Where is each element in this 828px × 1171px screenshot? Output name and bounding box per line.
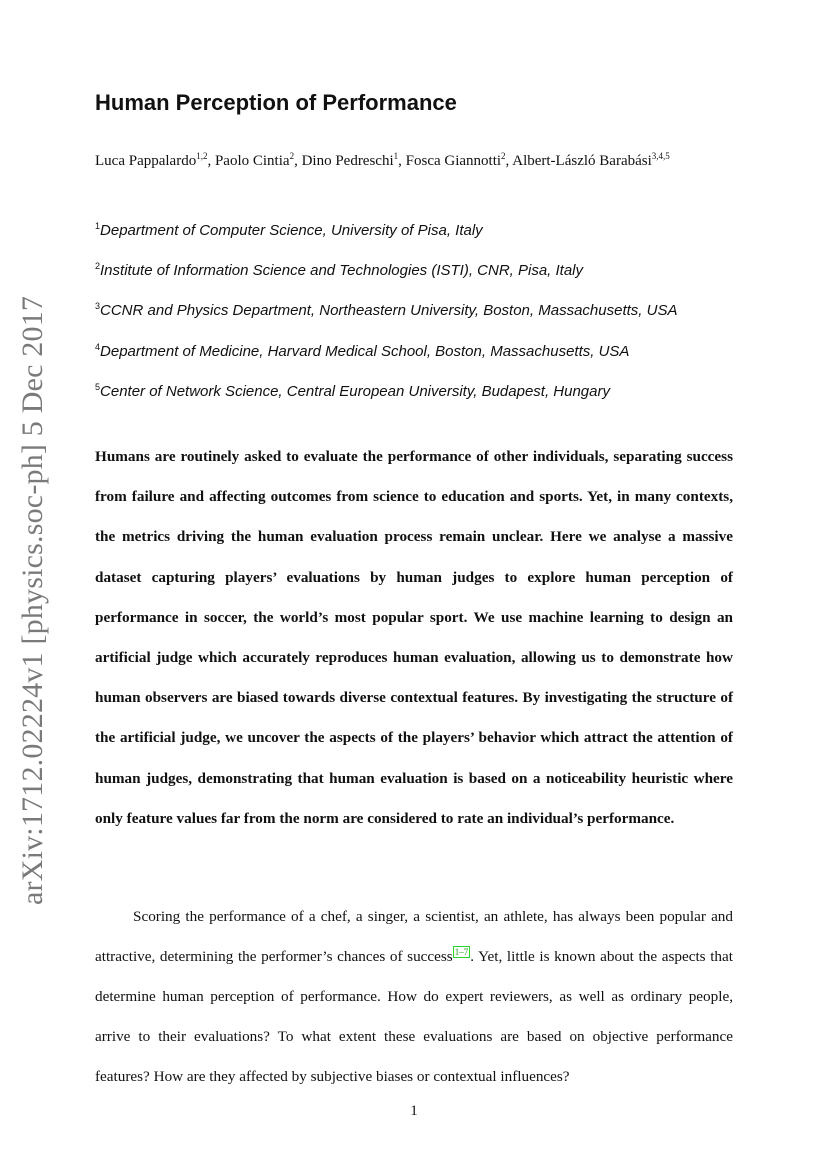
affiliation-text: Department of Computer Science, University of Pisa, Italy [100,222,483,239]
affiliation-number: 2 [95,261,101,271]
author-affiliation-mark: 1 [393,151,399,161]
affiliation-text: Center of Network Science, Central European University, Budapest, Hungary [100,383,610,400]
author-affiliation-mark: 1,2 [196,151,208,161]
author-affiliation-mark: 2 [289,151,295,161]
author-list [95,153,670,170]
citation-link[interactable]: 1–7 [454,947,469,957]
author-name: Paolo Cintia [214,153,290,169]
author [215,153,302,169]
affiliation-text: Department of Medicine, Harvard Medical School, Boston, Massachusetts, USA [100,343,630,360]
affiliation-number: 5 [95,382,101,392]
author [512,153,670,169]
affiliation [95,343,629,360]
affiliation-number: 1 [95,221,101,231]
author-separator: , [398,153,406,169]
author [406,153,513,169]
affiliation [95,383,610,400]
author-name: Fosca Giannotti [405,153,502,169]
author-name: Albert-László Barabási [512,153,652,169]
page-number: 1 [410,1103,418,1119]
author [302,153,406,169]
affiliation-text: Institute of Information Science and Technologies (ISTI), CNR, Pisa, Italy [100,262,584,279]
author-name: Dino Pedreschi [301,153,394,169]
affiliation [95,222,483,239]
author [95,153,215,169]
affiliation [95,302,677,319]
body-paragraph [95,897,733,1097]
author-name: Luca Pappalardo [95,153,197,169]
body-text-part-1: Scoring the performance of a chef, a singer, a scientist, an athlete, has always been popular and attractive, determining the performer’s chances of success [95,908,733,965]
affiliation-number: 4 [95,342,101,352]
affiliation-text: CCNR and Physics Department, Northeastern University, Boston, Massachusetts, USA [100,302,678,319]
author-separator: , [505,153,513,169]
abstract: Humans are routinely asked to evaluate the performance of other individuals, separating success from failure and affecting outcomes from science to education and sports. Yet, in many contexts, the metrics driving the human evaluation process remain unclear. Here we analyse a massive dataset capturing players’ evaluations by human judges to explore human perception of performance in soccer, the world’s most popular sport. We use machine learning to design an artificial judge which accurately reproduces human evaluation, allowing us to demonstrate how human observers are biased towards diverse contextual features. By investigating the structure of the artificial judge, we uncover the aspects of the players’ behavior which attract the attention of human judges, demonstrating that human evaluation is based on a noticeability heuristic where only feature values far from the norm are considered to rate an individual’s performance. [95,448,733,827]
arxiv-identifier-stamp: arXiv:1712.02224v1 [physics.soc-ph] 5 Dec 2017 [16,295,49,905]
author-affiliation-mark: 3,4,5 [651,151,670,161]
affiliation-number: 3 [95,301,101,311]
author-affiliation-mark: 2 [501,151,506,161]
author-separator: , [294,153,302,169]
affiliation [95,262,583,279]
author-separator: , [207,153,215,169]
paper-title: Human Perception of Performance [95,90,457,115]
body-text-part-2: . Yet, little is known about the aspects that determine human perception of performance. How do expert reviewers, as well as ordinary people, arrive to their evaluations? To what extent these evaluations are based on objective performance features? How are they affected by subjective biases or contextual influences? [95,948,733,1085]
